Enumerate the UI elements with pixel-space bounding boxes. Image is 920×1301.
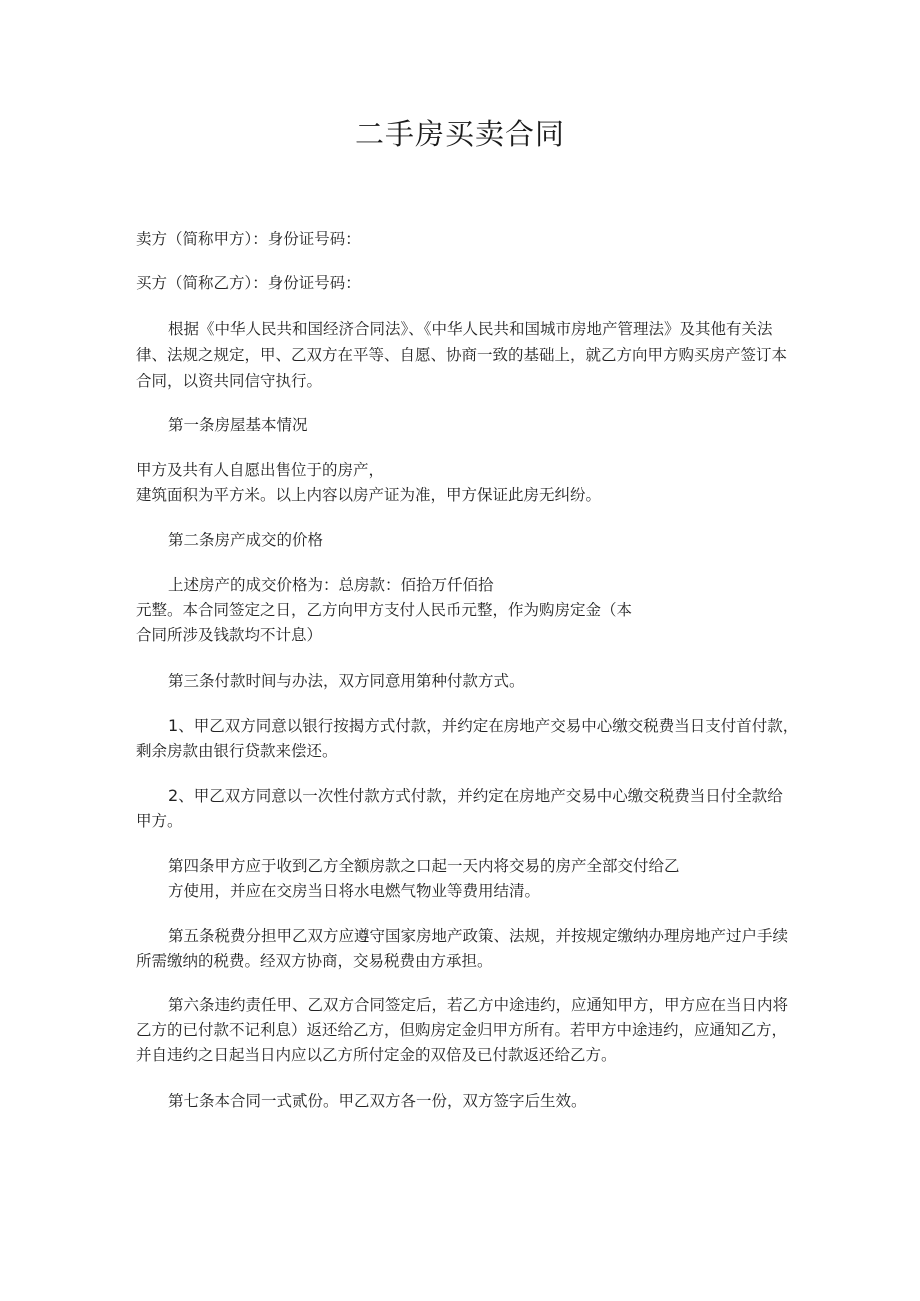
article-1-line: 甲方及共有人自愿出售位于的房产，: [136, 461, 385, 479]
option-number: 2: [168, 786, 179, 805]
article-2-line: 元整。本合同签定之日，乙方向甲方支付人民币元整，作为购房定金（本: [136, 601, 633, 619]
article-3-option-1: [168, 713, 798, 739]
article-2-line: 合同所涉及钱款均不计息）: [136, 626, 323, 644]
article-3-option-2: [168, 783, 783, 809]
option-text: 、甲乙双方同意以银行按揭方式付款，并约定在房地产交易中心缴交税费当日支付首付款，: [178, 717, 799, 735]
article-7-line: 第七条本合同一式贰份。甲乙双方各一份，双方签字后生效。: [168, 1092, 587, 1110]
preamble-line: 律、法规之规定，甲、乙双方在平等、自愿、协商一致的基础上，就乙方向甲方购买房产签订本: [136, 346, 788, 364]
article-3-option-1-line: 剩余房款由银行贷款来偿还。: [136, 742, 338, 760]
preamble-line: 合同，以资共同信守执行。: [136, 372, 323, 390]
article-5-line: 第五条税费分担甲乙双方应遵守国家房地产政策、法规，并按规定缴纳办理房地产过户手续: [168, 927, 789, 945]
article-3-option-2-line: 甲方。: [136, 812, 183, 830]
article-6-line: 第六条违约责任甲、乙双方合同签定后，若乙方中途违约，应通知甲方，甲方应在当日内将: [168, 996, 789, 1014]
article-6-line: 乙方的已付款不记利息）返还给乙方，但购房定金归甲方所有。若甲方中途违约，应通知乙方，: [136, 1021, 788, 1039]
article-3-heading: 第三条付款时间与办法，双方同意用第种付款方式。: [168, 672, 525, 690]
article-4-line: 第四条甲方应于收到乙方全额房款之口起一天内将交易的房产全部交付给乙: [168, 857, 680, 875]
article-6-line: 并自违约之日起当日内应以乙方所付定金的双倍及已付款返还给乙方。: [136, 1046, 617, 1064]
buyer-line: 买方（简称乙方）：身份证号码：: [136, 274, 361, 292]
article-1-line: 建筑面积为平方米。以上内容以房产证为准，甲方保证此房无纠纷。: [136, 486, 602, 504]
article-4-line: 方使用，并应在交房当日将水电燃气物业等费用结清。: [168, 882, 541, 900]
seller-line: 卖方（简称甲方）：身份证号码：: [136, 230, 361, 248]
preamble-line: 根据《中华人民共和国经济合同法》、《中华人民共和国城市房地产管理法》及其他有关法: [168, 320, 773, 338]
page-title: 二手房买卖合同: [354, 117, 565, 151]
article-1-heading: 第一条房屋基本情况: [168, 416, 308, 434]
article-2-line: 上述房产的成交价格为：总房款：佰拾万仟佰拾: [168, 576, 494, 594]
option-text: 、甲乙双方同意以一次性付款方式付款，并约定在房地产交易中心缴交税费当日付全款给: [178, 787, 783, 805]
article-5-line: 所需缴纳的税费。经双方协商，交易税费由方承担。: [136, 952, 493, 970]
article-2-heading: 第二条房产成交的价格: [168, 531, 324, 549]
option-number: 1: [168, 716, 179, 735]
